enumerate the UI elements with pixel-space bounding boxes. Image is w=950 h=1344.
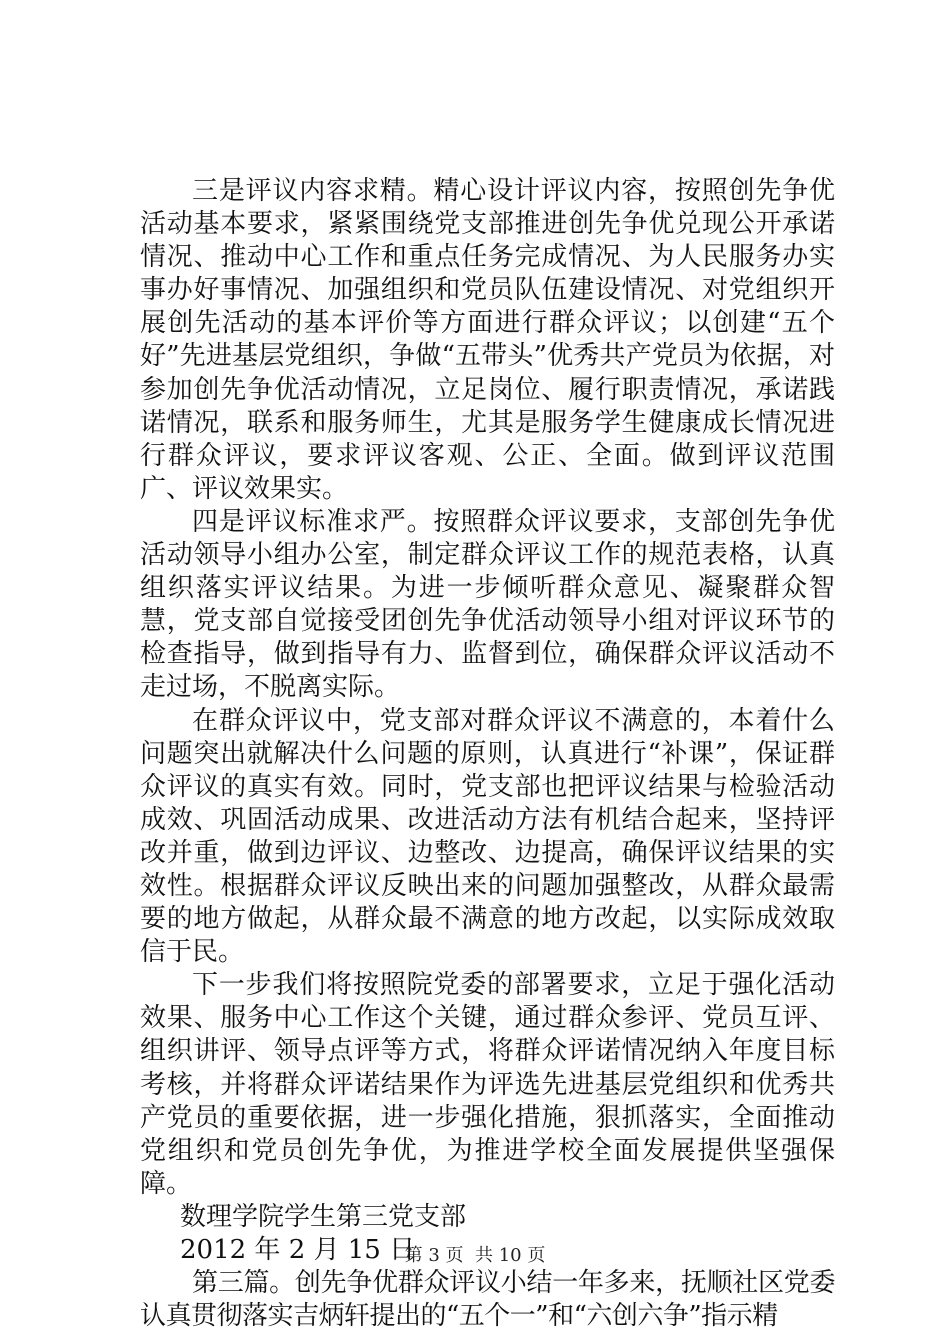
document-body bbox=[140, 175, 835, 1333]
signature-organization: 数理学院学生第三党支部 bbox=[180, 1201, 467, 1232]
paragraph-evaluation-content: 三是评议内容求精。精心设计评议内容，按照创先争优活动基本要求，紧紧围绕党支部推进创先争优兑现公开承诺情况、推动中心工作和重点任务完成情况、为人民服务办实事办好事情况、加强组织和党员队伍建设情况、对党组织开展创先活动的基本评价等方面进行群众评议；以创建“五个好”先进基层党组织，争做“五带头”优秀共产党员为依据，对参加创先争优活动情况，立足岗位、履行职责情况，承诺践诺情况，联系和服务师生，尤其是服务学生健康成长情况进行群众评议，要求评议客观、公正、全面。做到评议范围广、评议效果实。 bbox=[140, 176, 835, 504]
signature-date: 2012 年 2 月 15 日 bbox=[180, 1235, 416, 1265]
paragraph-next-section: 第三篇。创先争优群众评议小结一年多来，抚顺社区党委认真贯彻落实吉炳轩提出的“五个一”和“六创六争”指示精 bbox=[140, 1268, 835, 1332]
page-footer bbox=[0, 1244, 950, 1268]
paragraph-evaluation-standard: 四是评议标准求严。按照群众评议要求，支部创先争优活动领导小组办公室，制定群众评议工作的规范表格，认真组织落实评议结果。为进一步倾听群众意见、凝聚群众智慧，党支部自觉接受团创先争优活动领导小组对评议环节的检查指导，做到指导有力、监督到位，确保群众评议活动不走过场，不脱离实际。 bbox=[140, 506, 835, 703]
paragraph-next-steps: 下一步我们将按照院党委的部署要求，立足于强化活动效果、服务中心工作这个关键，通过群众参评、党员互评、组织讲评、领导点评等方式，将群众评诺情况纳入年度目标考核，并将群众评诺结果作为评选先进基层党组织和优秀共产党员的重要依据，进一步强化措施，狠抓落实，全面推动党组织和党员创先争优，为推进学校全面发展提供坚强保障。 bbox=[140, 970, 835, 1199]
page-number-label: 第 3 页 共 10 页 bbox=[404, 1245, 546, 1266]
paragraph-evaluation-rectification: 在群众评议中，党支部对群众评议不满意的，本着什么问题突出就解决什么问题的原则，认真进行“补课”，保证群众评议的真实有效。同时，党支部也把评议结果与检验活动成效、巩固活动成果、改进活动方法有机结合起来，坚持评改并重，做到边评议、边整改、边提高，确保评议结果的实效性。根据群众评议反映出来的问题加强整改，从群众最需要的地方做起，从群众最不满意的地方改起，以实际成效取信于民。 bbox=[140, 705, 835, 968]
